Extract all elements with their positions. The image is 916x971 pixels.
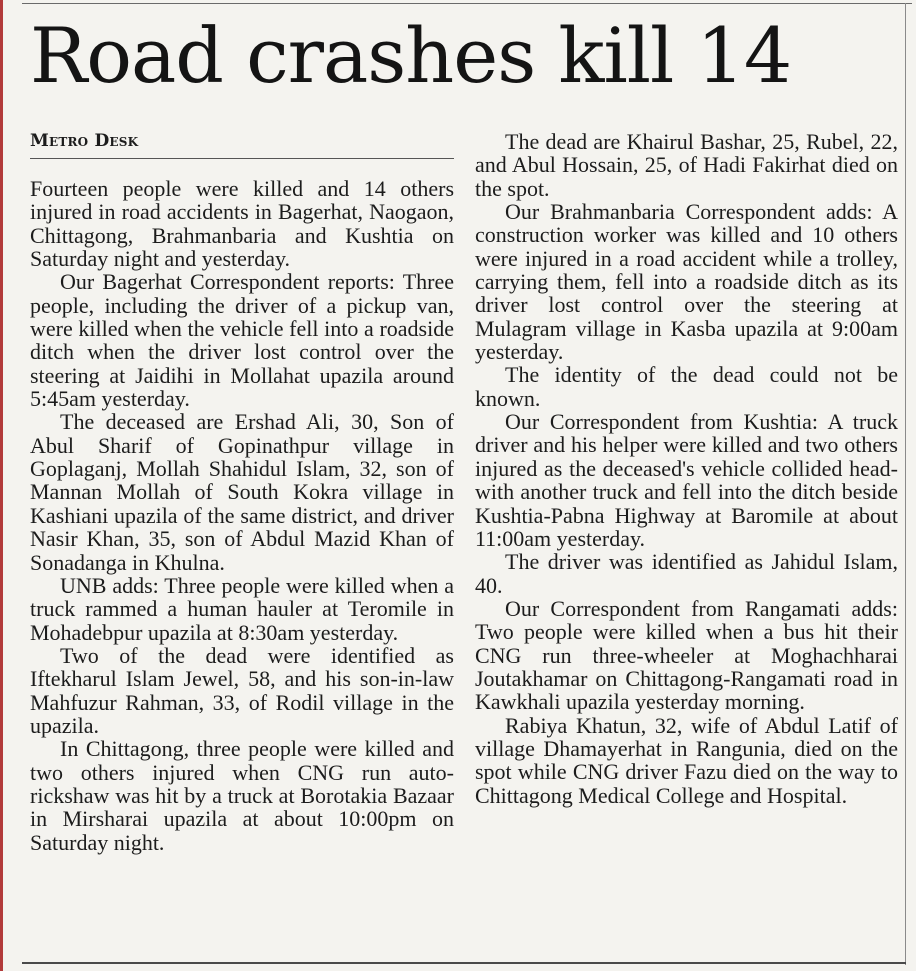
headline: Road crashes kill 14 [30,11,792,100]
paragraph: The dead are Khairul Bashar, 25, Rubel, 22, and Abul Hossain, 25, of Hadi Fakirhat died on the spot. [475,129,898,201]
paragraph: Our Correspondent from Rangamati adds: Two people were killed when a bus hit their CNG run three-wheeler at Moghachharai Joutakhamar on Chittagong-Rangamati road in Kawkhali upazila yesterday morning. [475,595,898,715]
paragraph: Fourteen people were killed and 14 others injured in road accidents in Bagerhat, Naogaon, Chittagong, Brahmanbaria and Kushtia on Saturday night and yesterday. [30,176,454,272]
paragraph: Our Bagerhat Correspondent reports: Three people, including the driver of a pickup van, were killed when the vehicle fell into a roadside ditch when the driver lost control over the steering at Jaidihi in Mollahat upazila around 5:45am yesterday. [30,269,454,412]
bottom-rule [22,962,906,964]
paragraph: The driver was identified as Jahidul Islam, 40. [475,549,898,598]
page-edge-border [0,0,3,971]
byline-rule [30,158,454,159]
paragraph: Two of the dead were identified as Iftekharul Islam Jewel, 58, and his son-in-law Mahfuzur Rahman, 33, of Rodil village in the upazila. [30,642,454,738]
article-column-right [475,130,898,807]
top-rule [22,3,912,4]
paragraph: Rabiya Khatun, 32, wife of Abdul Latif of village Dhamayerhat in Rangunia, died on the spot while CNG driver Fazu died on the way to Chittagong Medical College and Hospital. [475,712,898,808]
paragraph: The identity of the dead could not be known. [475,362,898,411]
paragraph: Our Correspondent from Kushtia: A truck driver and his helper were killed and two others injured as the deceased's vehicle collided head-with another truck and fell into the ditch beside Kushtia-Pabna Highway at Baromile at about 11:00am yesterday. [475,409,898,551]
article-column-left [30,177,454,854]
right-rule [905,3,906,965]
paragraph: In Chittagong, three people were killed and two others injured when CNG run auto-rickshaw was hit by a truck at Borotakia Bazaar in Mirsharai upazila at about 10:00pm on Saturday night. [30,736,454,855]
paragraph: Our Brahmanbaria Correspondent adds: A construction worker was killed and 10 others were injured in a road accident while a trolley, carrying them, fell into a roadside ditch as its driver lost control over the steering at Mulagram village in Kasba upazila at 9:00am yesterday. [475,199,898,365]
paragraph: The deceased are Ershad Ali, 30, Son of Abul Sharif of Gopinathpur village in Goplaganj, Mollah Shahidul Islam, 32, son of Mannan Mollah of South Kokra village in Kashiani upazila of the same district, and driver Nasir Khan, 35, son of Abdul Mazid Khan of Sonadanga in Khulna. [30,409,454,575]
paragraph: UNB adds: Three people were killed when a truck rammed a human hauler at Teromile in Mohadebpur upazila at 8:30am yesterday. [30,572,454,645]
byline: Metro Desk [30,131,139,151]
